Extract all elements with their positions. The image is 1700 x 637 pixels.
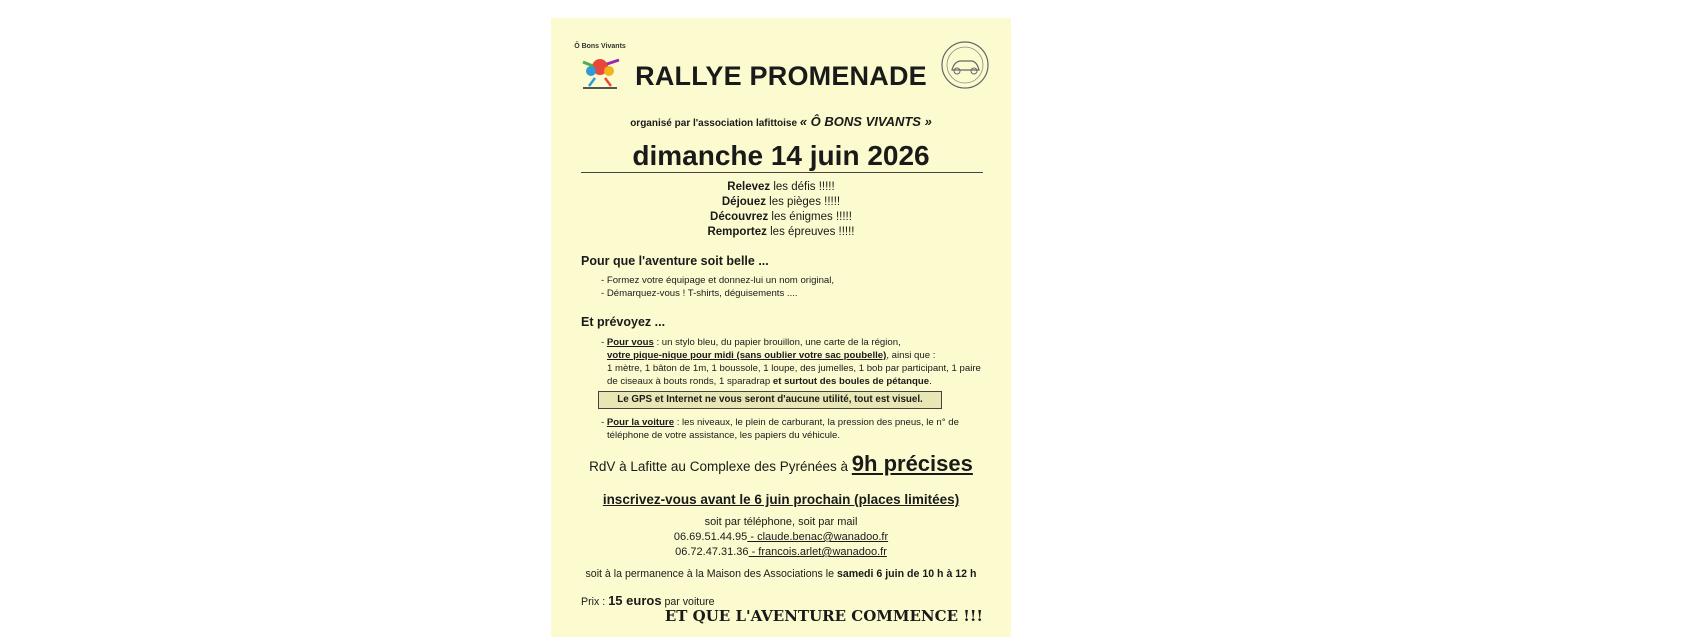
gps-note-box: Le GPS et Internet ne vous seront d'aucune utilité, tout est visuel. — [598, 391, 942, 409]
permanence-date: samedi 6 juin de 10 h à 12 h — [836, 568, 977, 580]
association-name: « Ô BONS VIVANTS » — [799, 114, 932, 129]
challenge-line: Relevez les défis !!!!! — [727, 181, 835, 193]
event-date: dimanche 14 juin 2026 — [632, 140, 930, 171]
pour-vous-block: - Pour vous : un stylo bleu, du papier brouillon, une carte de la région, votre pique-nique pour midi (sans oublier votre sac poubelle), ainsi que : 1 mètre, 1 bâton de 1m, 1 boussole, 1 loupe, des jumelles, 1 bob par participant, 1 paire de ciseaux à bouts ronds, 1 sparadrap et surtout des boules de pétanque. — [601, 337, 981, 387]
pour-voiture-label: Pour la voiture — [606, 417, 675, 428]
challenge-line: Déjouez les pièges !!!!! — [721, 196, 841, 208]
challenge-line: Découvrez les énigmes !!!!! — [710, 211, 852, 223]
email-link[interactable]: - claude.benac@wanadoo.fr — [747, 531, 889, 543]
list-item: - Formez votre équipage et donnez-lui un nom original, — [601, 275, 835, 286]
meeting-point: RdV à Lafitte au Complexe des Pyrénées à 9h précises — [589, 451, 973, 476]
challenge-list — [551, 180, 1011, 240]
pour-vous-label: Pour vous — [606, 337, 654, 348]
organizer-line — [551, 114, 1011, 129]
contact-line — [551, 530, 1011, 545]
pique-nique-text: votre pique-nique pour midi (sans oublier votre sac poubelle) — [607, 350, 887, 361]
page-title: RALLYE PROMENADE — [635, 61, 927, 91]
email-link[interactable]: - francois.arlet@wanadoo.fr — [748, 546, 887, 558]
phone-number: 06.69.51.44.95 — [673, 531, 748, 543]
price-amount: 15 euros — [608, 593, 662, 608]
contact-line — [551, 545, 1011, 560]
phone-number: 06.72.47.31.36 — [675, 546, 749, 558]
title-divider — [581, 172, 983, 173]
aventure-list — [601, 274, 834, 300]
section-heading-aventure: Pour que l'aventure soit belle ... — [581, 254, 769, 268]
closing-slogan: ET QUE L'AVENTURE COMMENCE !!! — [664, 607, 983, 625]
section-heading-prevoyez: Et prévoyez ... — [581, 315, 666, 329]
challenge-line: Remportez les épreuves !!!!! — [707, 226, 855, 238]
logo-text: Ô Bons Vivants — [574, 43, 626, 50]
pour-voiture-block: - Pour la voiture : les niveaux, le plein de carburant, la pression des pneus, le n° de téléphone de votre assistance, les papiers du véhicule. — [601, 417, 959, 441]
contact-block: soit par téléphone, soit par mail 06.69.51.44.95 - claude.benac@wanadoo.fr 06.72.47.31.36 - francois.arlet@wanadoo.fr — [551, 515, 1011, 560]
organizer-text: organisé par l'association lafittoise — [630, 118, 798, 129]
price-line: Prix : 15 euros par voiture — [581, 593, 715, 608]
meeting-time: 9h précises — [851, 451, 973, 476]
rally-flyer — [551, 18, 1011, 637]
list-item: - Démarquez-vous ! T-shirts, déguisements .... — [601, 288, 798, 299]
registration-deadline: inscrivez-vous avant le 6 juin prochain (places limitées) — [602, 492, 960, 507]
permanence-line: soit à la permanence à la Maison des Associations le samedi 6 juin de 10 h à 12 h — [585, 568, 977, 580]
